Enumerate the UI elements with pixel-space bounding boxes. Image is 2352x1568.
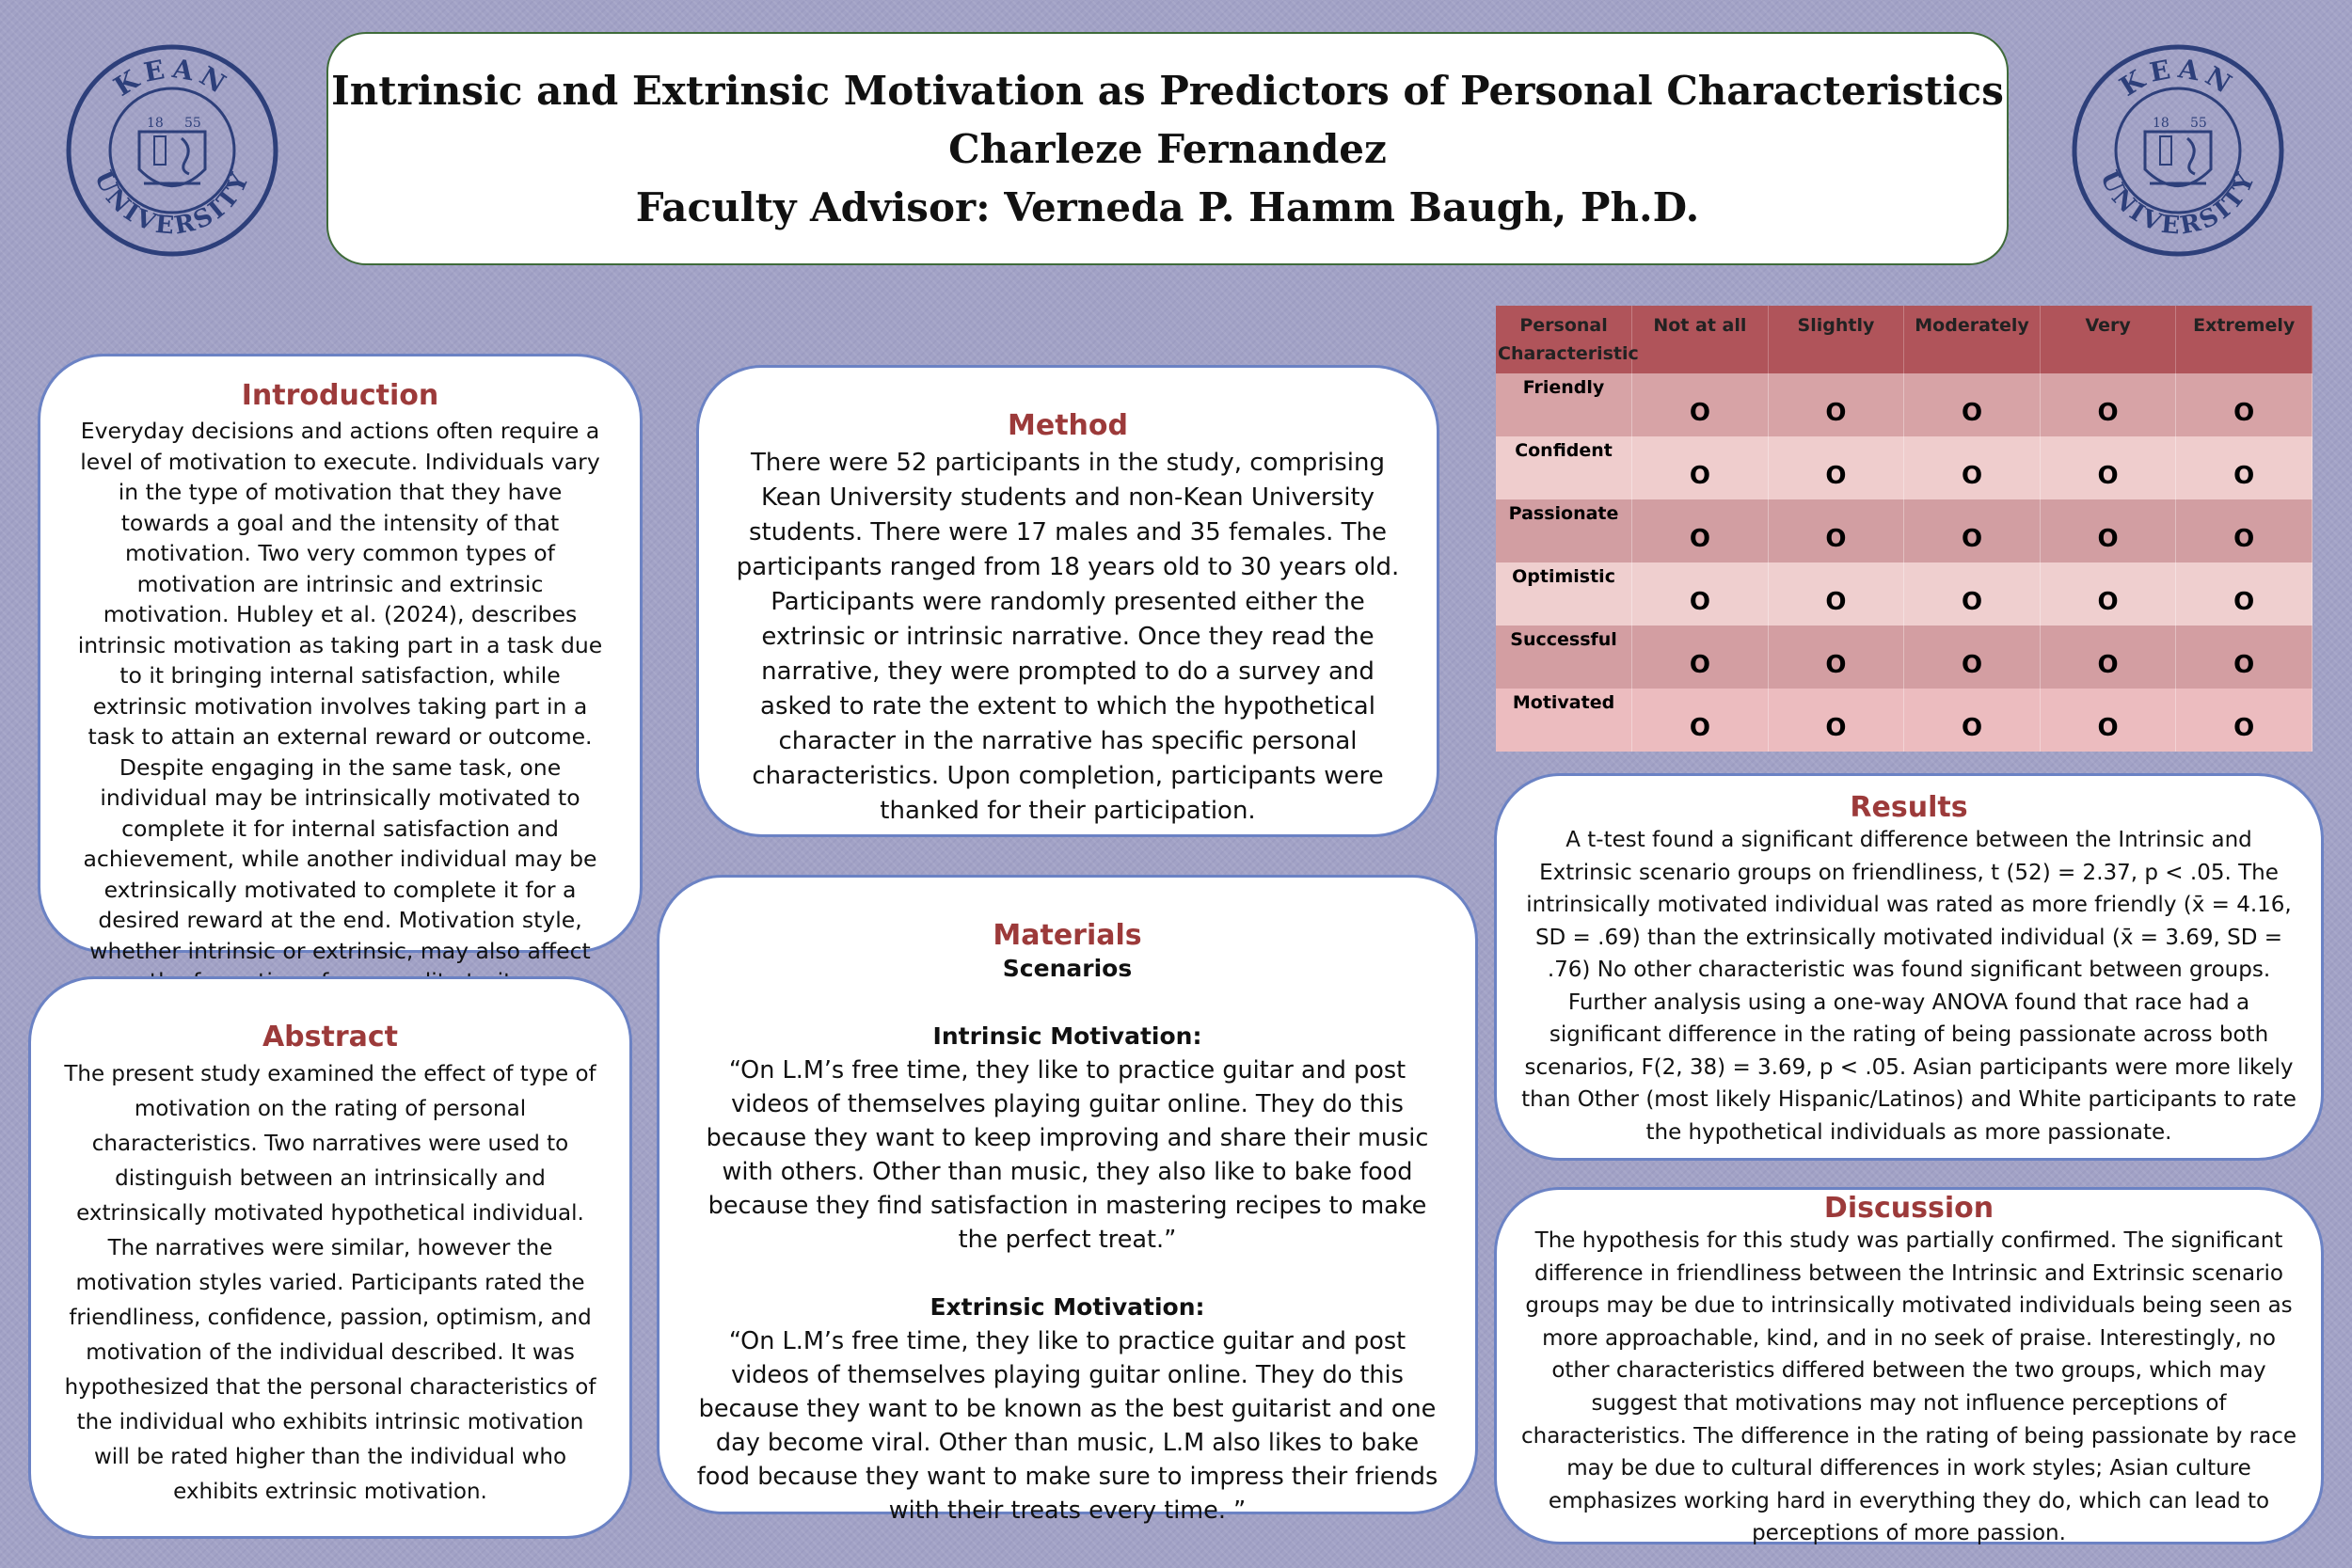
logo-text-top: KEAN bbox=[2114, 53, 2242, 103]
rating-option[interactable]: O bbox=[2176, 562, 2312, 626]
table-header-characteristic: Personal Characteristic bbox=[1496, 306, 1632, 373]
svg-text:KEAN bbox=[108, 53, 236, 103]
logo-text-bottom: UNIVERSITY bbox=[2094, 166, 2262, 241]
rating-option[interactable]: O bbox=[2040, 626, 2176, 689]
table-header-col: Not at all bbox=[1632, 306, 1769, 373]
results-title: Results bbox=[1850, 791, 1968, 824]
results-section bbox=[1494, 773, 2324, 1161]
abstract-body: The present study examined the effect of type of motivation on the rating of personal characteristics. Two narratives were used to distinguish between an intrinsically and extrinsically motivated hypothetical individual. The narratives were similar, however the motivation styles varied. Participants rated the friendliness, confidence, passion, optimism, and motivation of the individual described. It was hypothesized that the personal characteristics of the individual who exhibits intrinsic motivation will be rated higher than the individual who exhibits extrinsic motivation. bbox=[64, 1062, 596, 1504]
table-header-col: Very bbox=[2040, 306, 2176, 373]
table-row: Successful O O O O O bbox=[1496, 626, 2312, 689]
rating-option[interactable]: O bbox=[2040, 436, 2176, 499]
rating-option[interactable]: O bbox=[1904, 562, 2041, 626]
rating-option[interactable]: O bbox=[2040, 689, 2176, 752]
poster-header bbox=[326, 32, 2009, 265]
rating-option[interactable]: O bbox=[2176, 373, 2312, 436]
rating-option[interactable]: O bbox=[2176, 436, 2312, 499]
logo-year-right: 55 bbox=[2190, 116, 2207, 131]
discussion-body: The hypothesis for this study was partially confirmed. The significant difference in friendliness between the Intrinsic and Extrinsic scenario groups may be due to intrinsically motivated individuals being seen as more approachable, kind, and in no seek of praise. Interestingly, no other characteristics differed between the two groups, which may suggest that motivations may not influence perceptions of characteristics. The difference in the rating of being passionate by race may be due to cultural differences in work styles; Asian culture emphasizes working hard in everything they do, which can lead to perceptions of more passion. bbox=[1520, 1228, 2297, 1546]
rating-option[interactable]: O bbox=[1904, 499, 2041, 562]
table-header-col: Extremely bbox=[2176, 306, 2312, 373]
logo-year-right: 55 bbox=[184, 116, 201, 131]
table-row: Friendly O O O O O bbox=[1496, 373, 2312, 436]
abstract-section bbox=[28, 976, 632, 1539]
rating-option[interactable]: O bbox=[1768, 436, 1904, 499]
rating-option[interactable]: O bbox=[2040, 562, 2176, 626]
rating-option[interactable]: O bbox=[1768, 373, 1904, 436]
rating-option[interactable]: O bbox=[1632, 499, 1769, 562]
intrinsic-heading: Intrinsic Motivation: bbox=[932, 1022, 1202, 1050]
table-header-col: Moderately bbox=[1904, 306, 2041, 373]
rating-option[interactable]: O bbox=[2040, 499, 2176, 562]
rating-option[interactable]: O bbox=[1632, 626, 1769, 689]
intrinsic-scenario-text: “On L.M’s free time, they like to practice guitar and post videos of themselves playing guitar online. They do this because they want to keep improving and share their music with others. Other than music, they also like to bake food because they find satisfaction in mastering recipes to make the perfect treat.” bbox=[706, 1056, 1429, 1254]
svg-text:UNIVERSITY bbox=[2094, 166, 2262, 240]
logo-year-left: 18 bbox=[2153, 116, 2169, 131]
logo-text-top: KEAN bbox=[108, 53, 236, 103]
rating-option[interactable]: O bbox=[1904, 436, 2041, 499]
poster-title: Intrinsic and Extrinsic Motivation as Predictors of Personal Characteristics bbox=[331, 68, 2004, 114]
rating-option[interactable]: O bbox=[1768, 626, 1904, 689]
table-row: Confident O O O O O bbox=[1496, 436, 2312, 499]
method-body: There were 52 participants in the study, comprising Kean University students and non-Kean University students. There were 17 males and 35 females. The participants ranged from 18 years old to 30 years old. Participants were randomly presented either the extrinsic or intrinsic narrative. Once they read the narrative, they were prompted to do a survey and asked to rate the extent to which the hypothetical character in the narrative has specific personal characteristics. Upon completion, participants were thanked for their participation. bbox=[736, 449, 1400, 825]
rating-option[interactable]: O bbox=[1768, 562, 1904, 626]
rating-scale-table bbox=[1496, 306, 2312, 752]
table-row: Passionate O O O O O bbox=[1496, 499, 2312, 562]
materials-section bbox=[657, 875, 1478, 1525]
results-body: A t-test found a significant difference between the Intrinsic and Extrinsic scenario groups on friendliness, t (52) = 2.37, p < .05. The intrinsically motivated individual was rated as more friendly (x̄ = 4.16, SD = .69) than the extrinsically motivated individual (x̄ = 3.69, SD = .76) No other characteristic was found significant between groups. Further analysis using a one-way ANOVA found that race had a significant difference in the rating of being passionate across both scenarios, F(2, 38) = 3.69, p < .05. Asian participants were more likely than Other (most likely Hispanic/Latinos) and White participants to rate the hypothetical individuals as more passionate. bbox=[1521, 828, 2296, 1145]
discussion-title: Discussion bbox=[1823, 1192, 1994, 1225]
rating-option[interactable]: O bbox=[2176, 626, 2312, 689]
introduction-title: Introduction bbox=[241, 379, 439, 412]
extrinsic-heading: Extrinsic Motivation: bbox=[930, 1293, 1205, 1321]
rating-option[interactable]: O bbox=[1904, 689, 2041, 752]
svg-text:KEAN bbox=[2114, 53, 2242, 103]
rating-option[interactable]: O bbox=[1632, 373, 1769, 436]
table-row: Optimistic O O O O O bbox=[1496, 562, 2312, 626]
rating-option[interactable]: O bbox=[1768, 689, 1904, 752]
kean-university-logo-right bbox=[2070, 42, 2286, 259]
svg-text:UNIVERSITY bbox=[88, 166, 256, 240]
method-title: Method bbox=[1008, 409, 1128, 442]
poster-author: Charleze Fernandez bbox=[948, 126, 1387, 172]
poster-advisor: Faculty Advisor: Verneda P. Hamm Baugh, Ph.D. bbox=[635, 184, 1700, 230]
table-header-col: Slightly bbox=[1768, 306, 1904, 373]
kean-university-logo-left bbox=[64, 42, 280, 259]
rating-option[interactable]: O bbox=[1632, 562, 1769, 626]
materials-title: Materials bbox=[993, 919, 1142, 952]
rating-option[interactable]: O bbox=[1632, 436, 1769, 499]
rating-option[interactable]: O bbox=[2176, 689, 2312, 752]
introduction-section bbox=[38, 354, 643, 964]
extrinsic-scenario-text: “On L.M’s free time, they like to practice guitar and post videos of themselves playing guitar online. They do this because they want to be known as the best guitarist and one day become viral. Other than music, L.M also likes to bake food because they want to make sure to impress their friends with their treats every time. ” bbox=[696, 1327, 1438, 1525]
rating-option[interactable]: O bbox=[1904, 373, 2041, 436]
rating-option[interactable]: O bbox=[1632, 689, 1769, 752]
rating-option[interactable]: O bbox=[2040, 373, 2176, 436]
logo-text-bottom: UNIVERSITY bbox=[88, 166, 256, 241]
rating-option[interactable]: O bbox=[2176, 499, 2312, 562]
materials-subtitle: Scenarios bbox=[1002, 955, 1133, 982]
rating-option[interactable]: O bbox=[1904, 626, 2041, 689]
discussion-section bbox=[1494, 1187, 2324, 1544]
abstract-title: Abstract bbox=[262, 1021, 399, 1053]
logo-year-left: 18 bbox=[147, 116, 164, 131]
table-row: Motivated O O O O O bbox=[1496, 689, 2312, 752]
introduction-body: Everyday decisions and actions often require a level of motivation to execute. Individuals vary in the type of motivation that they have towards a goal and the intensity of that motivation. Two very common types of motivation are intrinsic and extrinsic motivation. Hubley et al. (2024), describes intrinsic motivation as taking part in a task due to it bringing internal satisfaction, while extrinsic motivation involves taking part in a task to attain an external reward or outcome. Despite engaging in the same task, one individual may be intrinsically motivated to complete it for internal satisfaction and achievement, while another individual may be extrinsically motivated to complete it for a desired reward at the end. Motivation style, whether intrinsic or extrinsic, may also affect bbox=[77, 418, 603, 964]
rating-option[interactable]: O bbox=[1768, 499, 1904, 562]
method-section bbox=[696, 365, 1439, 837]
